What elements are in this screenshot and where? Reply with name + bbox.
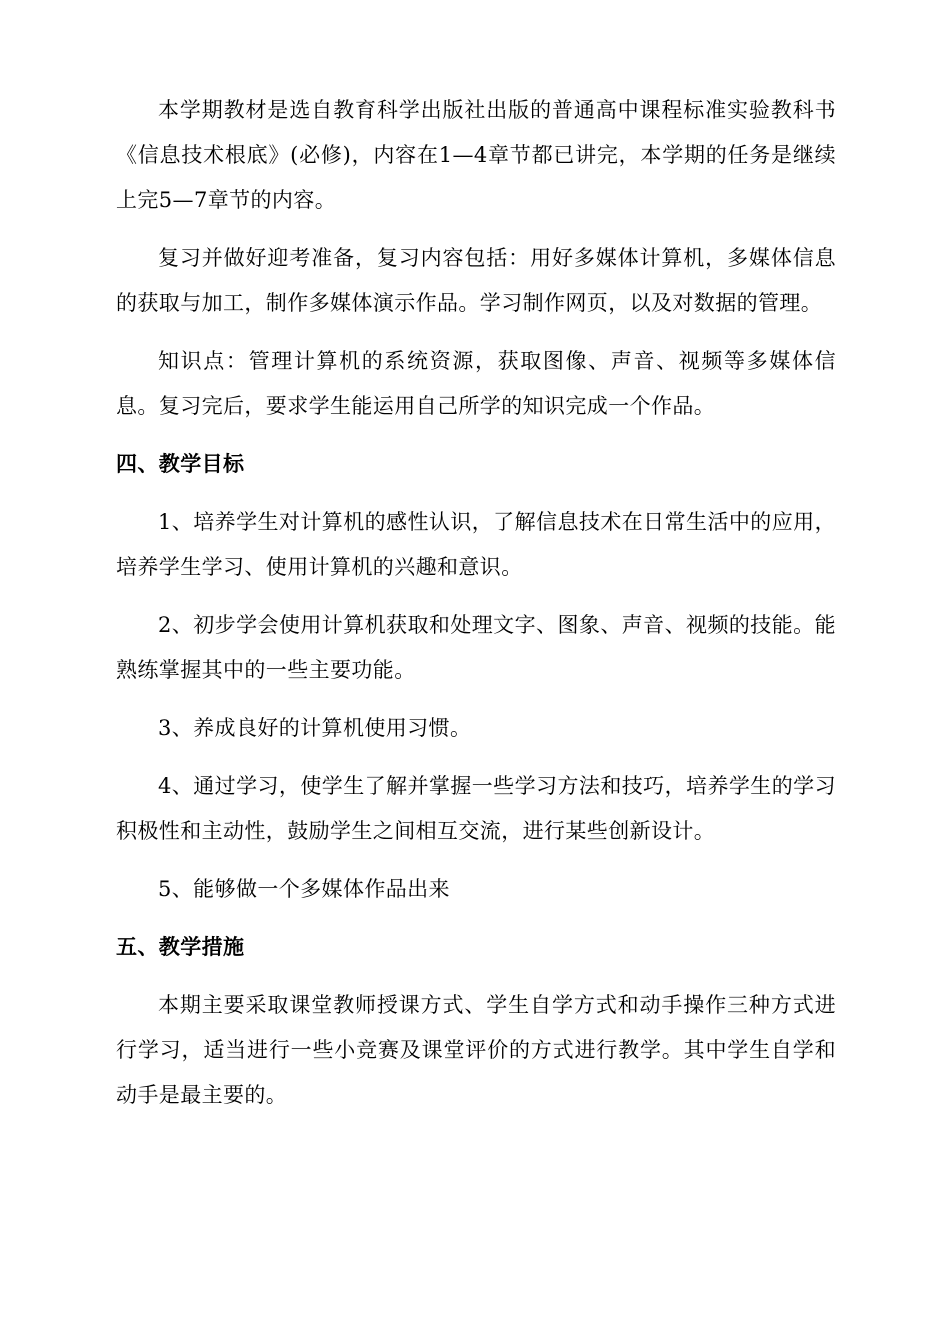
intro-paragraph-textbook: 本学期教材是选自教育科学出版社出版的普通高中课程标准实验教科书《信息技术根底》(必修)，内容在1—4章节都已讲完，本学期的任务是继续上完5—7章节的内容。 <box>116 98 836 212</box>
goal-item-3: 3、养成良好的计算机使用习惯。 <box>158 716 472 740</box>
section-heading-teaching-measures: 五、教学措施 <box>116 935 245 959</box>
intro-paragraph-knowledge: 知识点：管理计算机的系统资源，获取图像、声音、视频等多媒体信息。复习完后，要求学生能运用自己所学的知识完成一个作品。 <box>116 349 836 418</box>
measures-paragraph: 本期主要采取课堂教师授课方式、学生自学方式和动手操作三种方式进行学习，适当进行一些小竞赛及课堂评价的方式进行教学。其中学生自学和动手是最主要的。 <box>116 993 836 1107</box>
goal-item-1: 1、培养学生对计算机的感性认识，了解信息技术在日常生活中的应用，培养学生学习、使用计算机的兴趣和意识。 <box>116 510 836 579</box>
goal-item-4: 4、通过学习，使学生了解并掌握一些学习方法和技巧，培养学生的学习积极性和主动性，鼓励学生之间相互交流，进行某些创新设计。 <box>116 774 836 843</box>
goal-item-5: 5、能够做一个多媒体作品出来 <box>158 877 450 901</box>
section-heading-teaching-goals: 四、教学目标 <box>116 452 245 476</box>
goal-item-2: 2、初步学会使用计算机获取和处理文字、图象、声音、视频的技能。能熟练掌握其中的一些主要功能。 <box>116 613 836 682</box>
intro-paragraph-review: 复习并做好迎考准备，复习内容包括：用好多媒体计算机，多媒体信息的获取与加工，制作多媒体演示作品。学习制作网页，以及对数据的管理。 <box>116 246 836 315</box>
document-page <box>116 88 836 1131</box>
